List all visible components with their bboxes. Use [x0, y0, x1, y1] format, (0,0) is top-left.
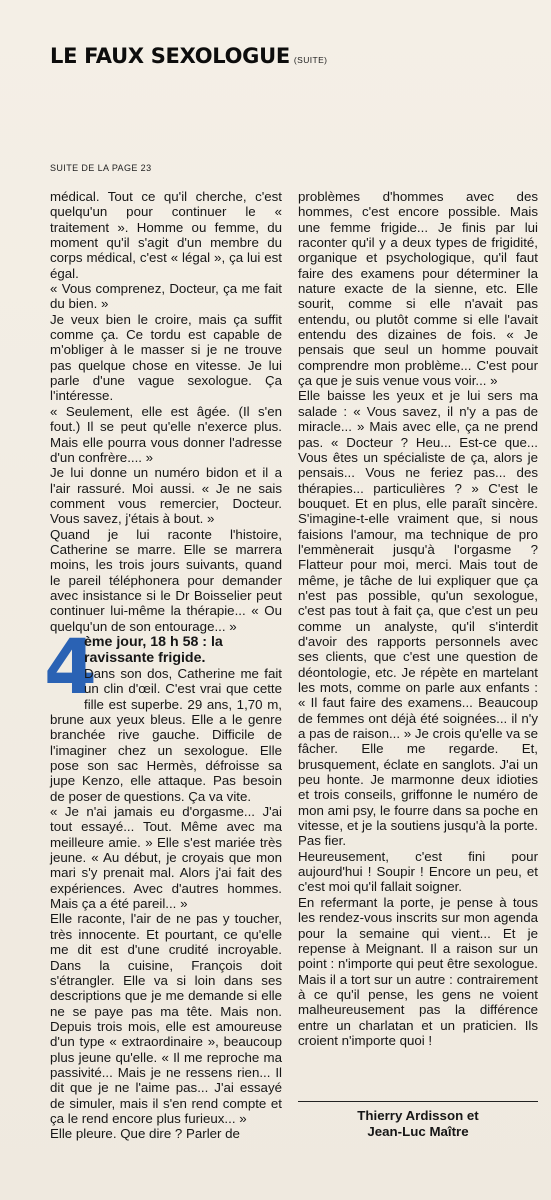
paragraph: En refermant la porte, je pense à tous les rendez-vous inscrits sur mon agenda pour la semaine qui vient... Et je repense à Meignant. Il a raison sur un point : n'importe qui peut être sexologue. Mais il a tort sur un autre : contrairement à ce qu'il pense, les gens ne voient malheureusement pas la différence entre un charlatan et un praticien. Ils croient n'importe quoi ! — [298, 894, 538, 1048]
paragraph: Je lui donne un numéro bidon et il a l'air rassuré. Moi aussi. « Je ne sais comment vous remercier, Docteur. Vous savez, j'étais à bout. » — [50, 465, 282, 527]
paragraph: Heureusement, c'est fini pour aujourd'hui ! Soupir ! Encore un peu, et c'est moi qu'il fallait soigner. — [298, 848, 538, 895]
paragraph: Elle raconte, l'air de ne pas y toucher, très innocente. Et pourtant, ce qu'elle me dit est d'une crudité incroyable. Dans la cuisine, François doit s'étrangler. Elle va si loin dans ses descriptions que je me demande si elle ne se paye pas ma tête. Mais non. Depuis trois mois, elle est amoureuse d'un type « extraordinaire », beaucoup plus jeune qu'elle. « Il me reproche ma passivité... Mais je ne ressens rien... Il dit que je ne l'aime pas... J'ai essayé de simuler, mais il s'en rend compte et ça le rend encore plus furieux... » — [50, 911, 282, 1126]
paragraph: Je veux bien le croire, mais ça suffit comme ça. Ce tordu est capable de m'obliger à le masser si je ne trouve pas quelque chose en vitesse. Je lui parle d'une vague sexologue. Ça l'intéresse. — [50, 311, 282, 404]
paragraph: problèmes d'hommes avec des hommes, c'est encore possible. Mais une femme frigide... Je finis par lui raconter qu'il y a deux types de frigidité, organique et psychologique, qu'il faut faire des examens pour déterminer la nature exacte de la sienne, etc. Elle sourit, comme si elle n'avait pas entendu, ou plutôt comme si elle l'avait entendu des dizaines de fois. « Je pensais que seul un homme pouvait comprendre mon problème... C'est pour ça que je suis venue vous voir... » — [298, 189, 538, 389]
section-drop-numeral: 4 — [44, 621, 94, 711]
paragraph: « Je n'ai jamais eu d'orgasme... J'ai tout essayé... Tout. Même avec ma meilleure amie. » Elle s'est mariée très jeune. « Au début, je croyais que mon mari s'y prenait mal. Alors j'ai fait des expériences. Avec d'autres hommes. Mais ça a été pareil... » — [50, 804, 282, 912]
paragraph: Dans son dos, Catherine me fait un clin d'œil. C'est vrai que cette fille est superbe. 29 ans, 1,70 m, brune aux yeux bleus. Elle a le genre branchée rive gauche. Difficile de l'imaginer chez un sexologue. Elle pose son sac Hermès, défroisse sa jupe Kenzo, elle attaque. Pas besoin de poser de questions. Ça va vite. — [50, 665, 282, 804]
author-signature — [298, 1108, 538, 1140]
paragraph: médical. Tout ce qu'il cherche, c'est quelqu'un pour continuer le « traitement ». Homme ou femme, du moment qu'il s'agit d'un membre du corps médical, c'est « légal », ça lui est égal. — [50, 189, 282, 281]
author-line-2: Jean-Luc Maître — [367, 1124, 469, 1139]
author-line-1: Thierry Ardisson et — [357, 1108, 479, 1123]
left-column — [44, 189, 282, 1142]
signature-divider — [298, 1101, 538, 1102]
continued-from-note: SUITE DE LA PAGE 23 — [50, 163, 152, 173]
right-column — [298, 189, 538, 1048]
article-title: LE FAUX SEXOLOGUE — [50, 44, 290, 68]
section-heading: ème jour, 18 h 58 : la ravissante frigide. — [84, 633, 223, 666]
paragraph: Quand je lui raconte l'histoire, Catherine se marre. Elle se marrera moins, les trois jours suivants, quand le pareil téléphonera pour demander avec insistance si le Dr Boisselier peut continuer lui-même la thérapie... « Ou quelqu'un de son entourage... » — [50, 526, 282, 634]
day-four-section — [44, 621, 282, 1142]
paragraph: Elle pleure. Que dire ? Parler de — [50, 1126, 240, 1142]
title-suffix: (SUITE) — [293, 55, 328, 65]
paragraph: « Seulement, elle est âgée. (Il s'en fout.) Il se peut qu'elle n'exerce plus. Mais elle pourra vous donner l'adresse d'un confrère.... » — [50, 403, 282, 465]
paragraph: « Vous comprenez, Docteur, ça me fait du bien. » — [50, 281, 282, 312]
paragraph: Elle baisse les yeux et je lui sers ma salade : « Vous savez, il n'y a pas de miracle... » Mais avec elle, ça ne prend pas. « Docteur ? Heu... Est-ce que... Vous êtes un spécialiste de ça, alors je pensais... Vous ne feriez pas... des thérapies... particulières ? » C'est le bouquet. Et en plus, elle paraît sincère. S'imagine-t-elle vraiment que, si nous faisions l'amour, ma technique de pro l'emmènerait jusqu'à l'orgasme ? Flatteur pour moi, merci. Mais tout de même, je tâche de lui expliquer que ça n'est pas possible, qu'un sexologue, c'est pas tout à fait ça, que c'est un peu comme un analyste, qu'il s'interdit d'avoir des rapports personnels avec ses clients, que c'est une question de déontologie, etc. Je répète en martelant les mots, comme on parle aux enfants : « Il faut faire des examens... Beaucoup de femmes ont déjà été soignées... il n'y a pas de raison... » Je crois qu'elle va se fâcher. Elle me regarde. Et, brusquement, éclate en sanglots. J'ai un peu honte. Je marmonne deux idioties et trois conseils, griffonne le numéro de mon ami psy, le fourre dans sa poche en vitesse, et je la soutiens jusqu'à la porte. Pas fier. — [298, 388, 538, 849]
article-header — [50, 44, 327, 68]
